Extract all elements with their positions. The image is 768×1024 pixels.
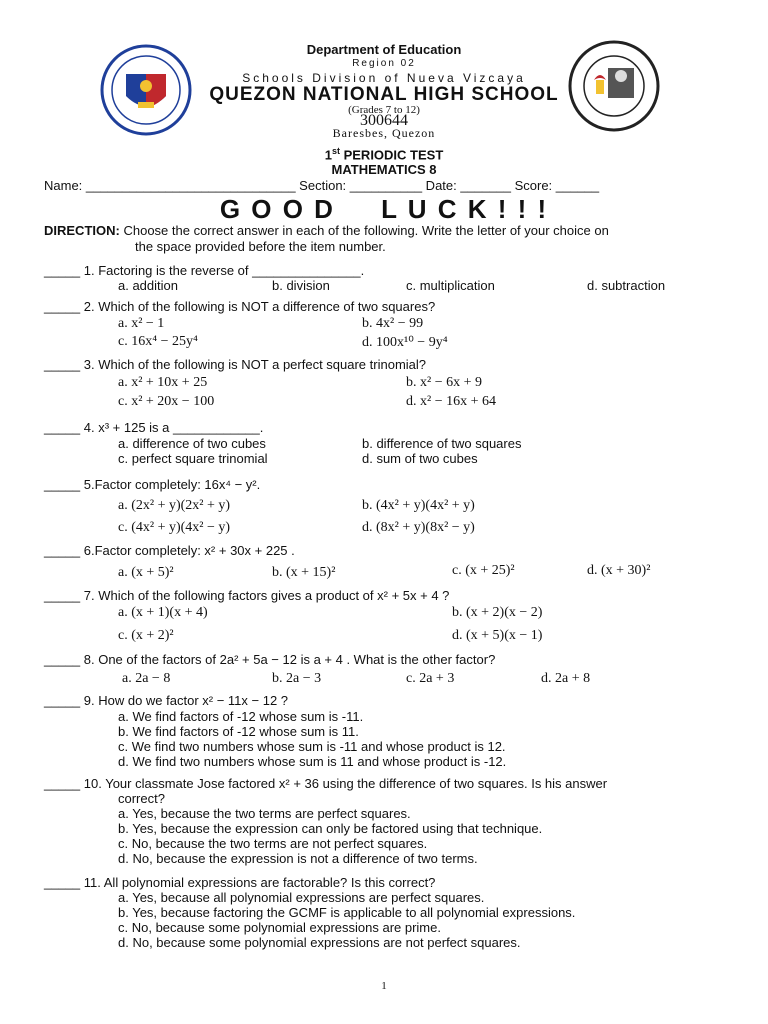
test-subject: MATHEMATICS 8 [331,162,437,177]
division: Schools Division of Nueva Vizcaya [242,71,526,85]
q1-option-b: b. division [272,278,330,293]
q10-option-c: c. No, because the two terms are not perfect squares. [118,836,428,851]
q9-option-c: c. We find two numbers whose sum is -11 and whose product is 12. [118,739,506,754]
q10-option-a: a. Yes, because the two terms are perfect squares. [118,806,411,821]
question-1: _____ 1. Factoring is the reverse of _______________. [44,263,365,278]
q10-option-d: d. No, because the expression is not a difference of two terms. [118,851,478,866]
region: Region 02 [352,58,416,69]
q5-option-d: d. (8x² + y)(8x² − y) [362,520,475,535]
question-3: _____ 3. Which of the following is NOT a perfect square trinomial? [44,357,427,372]
school-id: 300644 [360,112,408,129]
question-10: _____ 10. Your classmate Jose factored x² + 36 using the difference of two squares. Is his answer [44,776,608,791]
q10-option-b: b. Yes, because the expression can only be factored using that technique. [118,821,543,836]
q5-option-b: b. (4x² + y)(4x² + y) [362,498,475,513]
q8-option-b: b. 2a − 3 [272,671,322,686]
question-9: _____ 9. How do we factor x² − 11x − 12 ? [44,693,289,708]
question-2: _____ 2. Which of the following is NOT a difference of two squares? [44,299,436,314]
q5-option-a: a. (2x² + y)(2x² + y) [118,498,231,513]
q8-option-d: d. 2a + 8 [541,671,591,686]
q9-option-d: d. We find two numbers whose sum is 11 and whose product is -12. [118,754,507,769]
q3-option-c: c. x² + 20x − 100 [118,394,215,409]
school-name: QUEZON NATIONAL HIGH SCHOOL [209,84,559,105]
question-7: _____ 7. Which of the following factors gives a product of x² + 5x + 4 ? [44,588,450,603]
direction: DIRECTION: Choose the correct answer in each of the following. Write the letter of your choice on [44,223,609,238]
q1-option-a: a. addition [118,278,178,293]
q7-option-d: d. (x + 5)(x − 1) [452,628,543,643]
page-number: 1 [381,980,387,992]
q1-option-c: c. multiplication [406,278,495,293]
q9-option-b: b. We find factors of -12 whose sum is 11. [118,724,359,739]
question-4: _____ 4. x³ + 125 is a ____________. [44,420,264,435]
question-11: _____ 11. All polynomial expressions are factorable? Is this correct? [44,875,436,890]
test-title: 1st PERIODIC TEST [324,146,444,163]
q11-option-a: a. Yes, because all polynomial expressions are perfect squares. [118,890,485,905]
good-luck-banner: G O O D L U C K ! ! ! [219,194,549,224]
direction-cont: the space provided before the item number. [135,239,386,254]
q11-option-b: b. Yes, because factoring the GCMF is applicable to all polynomial expressions. [118,905,576,920]
q4-option-a: a. difference of two cubes [118,436,266,451]
q7-option-b: b. (x + 2)(x − 2) [452,605,543,620]
q6-option-a: a. (x + 5)² [118,565,174,580]
info-line[interactable]: Name: _____________________________ Section: __________ Date: _______ Score: ______ [44,178,600,193]
q6-option-c: c. (x + 25)² [452,563,515,578]
department-name: Department of Education [306,42,462,57]
q7-option-c: c. (x + 2)² [118,628,174,643]
question-10-cont: correct? [118,791,165,806]
q9-option-a: a. We find factors of -12 whose sum is -11. [118,709,364,724]
question-8: _____ 8. One of the factors of 2a² + 5a − 12 is a + 4 . What is the other factor? [44,652,496,667]
q7-option-a: a. (x + 1)(x + 4) [118,605,208,620]
q6-option-b: b. (x + 15)² [272,565,336,580]
q8-option-c: c. 2a + 3 [406,671,455,686]
q2-option-c: c. 16x⁴ − 25y⁴ [118,334,198,349]
address: Baresbes, Quezon [332,126,436,140]
question-5: _____ 5.Factor completely: 16x⁴ − y². [44,477,261,492]
q2-option-a: a. x² − 1 [118,316,165,331]
q3-option-d: d. x² − 16x + 64 [406,394,496,409]
q3-option-b: b. x² − 6x + 9 [406,375,482,390]
q4-option-c: c. perfect square trinomial [118,451,268,466]
q4-option-d: d. sum of two cubes [362,451,478,466]
q11-option-c: c. No, because some polynomial expressions are prime. [118,920,441,935]
q3-option-a: a. x² + 10x + 25 [118,375,208,390]
q2-option-d: d. 100x¹⁰ − 9y⁴ [362,335,448,350]
q4-option-b: b. difference of two squares [362,436,522,451]
grades: (Grades 7 to 12) [348,104,420,116]
q5-option-c: c. (4x² + y)(4x² − y) [118,520,231,535]
q1-option-d: d. subtraction [587,278,666,293]
q11-option-d: d. No, because some polynomial expressions are not perfect squares. [118,935,521,950]
question-6: _____ 6.Factor completely: x² + 30x + 225 . [44,543,295,558]
q8-option-a: a. 2a − 8 [122,671,171,686]
q2-option-b: b. 4x² − 99 [362,316,424,331]
q6-option-d: d. (x + 30)² [587,563,651,578]
